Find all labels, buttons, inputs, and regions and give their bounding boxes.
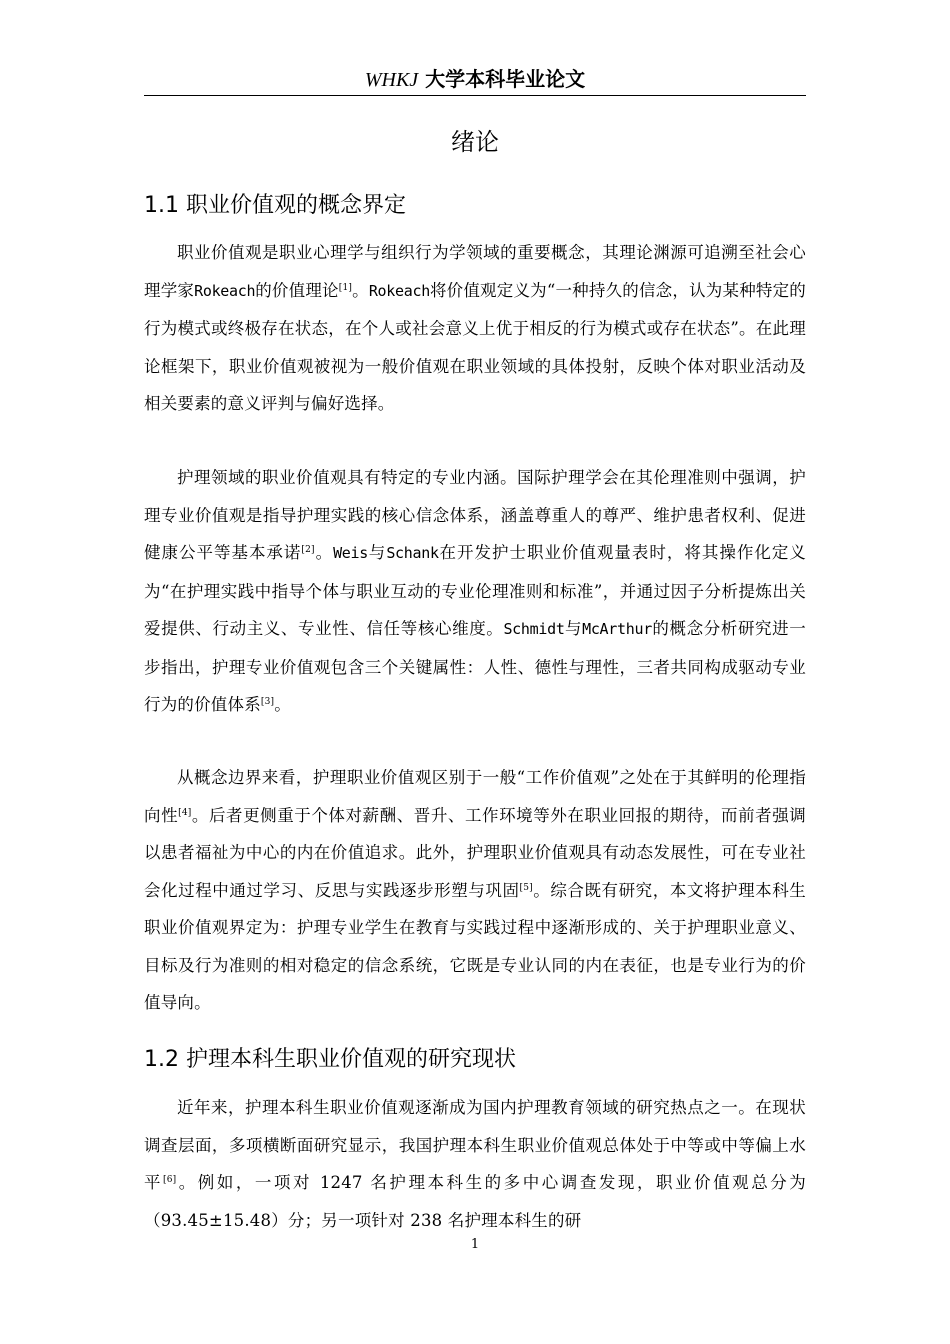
text-run: 从概念边界来看，护理职业价值观区别于一般“工作价值观”之处在于其鲜明的伦理指向性 bbox=[144, 768, 806, 825]
text-run: 的价值理论 bbox=[255, 280, 339, 300]
text-run: 。 bbox=[274, 695, 291, 714]
paragraph-1-1-3 bbox=[144, 759, 806, 1022]
text-run: 与 bbox=[564, 619, 583, 638]
paragraph-1-1-2 bbox=[144, 459, 806, 724]
text-run: 。 bbox=[314, 543, 334, 562]
citation-ref: [5] bbox=[519, 882, 533, 893]
citation-ref: [3] bbox=[260, 697, 275, 707]
text-run: 护理领域的职业价值观具有特定的专业内涵。国际护理学会在其伦理准则中强调，护理专业价值观是指导护理实践的核心信念体系，涵盖尊重人的尊严、维护患者权利、促进健康公平等基本承诺 bbox=[144, 468, 806, 562]
text-run: 。 bbox=[352, 280, 369, 300]
author-name: Rokeach bbox=[368, 281, 430, 300]
section-heading-1-1: 1.1 职业价值观的概念界定 bbox=[144, 193, 406, 218]
author-name: Rokeach bbox=[194, 281, 256, 300]
text-run: 。综合既有研究，本文将护理本科生职业价值观界定为：护理专业学生在教育与实践过程中逐渐形成的、关于护理职业意义、目标及行为准则的相对稳定的信念系统，它既是专业认同的内在表征，也是专业行为的价值导向。 bbox=[144, 880, 806, 1012]
chapter-title: 绪论 bbox=[451, 128, 499, 156]
text-run: 与 bbox=[368, 543, 387, 562]
running-header-text: 大学本科毕业论文 bbox=[425, 67, 586, 91]
text-run: 。后者更侧重于个体对薪酬、晋升、工作环境等外在职业回报的期待，而前者强调以患者福祉为中心的内在价值追求。此外，护理职业价值观具有动态发展性，可在专业社会化过程中通过学习、反思与实践逐步形塑与巩固 bbox=[144, 805, 806, 900]
text-run: 。例如，一项对 1247 名护理本科生的多中心调查发现，职业价值观总分为（93.45±15.48）分；另一项针对 238 名护理本科生的研 bbox=[144, 1173, 806, 1230]
text-run: 职业价值观是职业心理学与组织行为学领域的重要概念，其理论渊源可追溯至社会心理学家 bbox=[144, 243, 806, 300]
author-name: Weis bbox=[333, 544, 369, 562]
section-heading-1-2: 1.2 护理本科生职业价值观的研究现状 bbox=[144, 1047, 516, 1072]
citation-ref: [6] bbox=[163, 1175, 177, 1185]
author-name: McArthur bbox=[582, 620, 652, 638]
citation-ref: [2] bbox=[301, 545, 315, 555]
citation-ref: [4] bbox=[178, 807, 192, 818]
author-name: Schmidt bbox=[503, 620, 565, 638]
author-name: Schank bbox=[386, 544, 439, 562]
running-header bbox=[144, 64, 806, 95]
text-run: 将价值观定义为“一种持久的信念，认为某种特定的行为模式或终极存在状态，在个人或社会意义上优于相反的行为模式或存在状态”。在此理论框架下，职业价值观被视为一般价值观在职业领域的具体投射，反映个体对职业活动及相关要素的意义评判与偏好选择。 bbox=[144, 280, 806, 413]
running-header-latin: WHKJ bbox=[364, 69, 419, 91]
text-run: 的概念分析研究进一步指出，护理专业价值观包含三个关键属性：人性、德性与理性，三者共同构成驱动专业行为的价值体系 bbox=[144, 619, 806, 714]
paragraph-1-2-1 bbox=[144, 1089, 806, 1239]
text-run: 近年来，护理本科生职业价值观逐渐成为国内护理教育领域的研究热点之一。在现状调查层面，多项横断面研究显示，我国护理本科生职业价值观总体处于中等或中等偏上水平 bbox=[144, 1098, 806, 1192]
paragraph-1-1-1 bbox=[144, 234, 806, 423]
header-rule bbox=[144, 95, 806, 96]
page-number: 1 bbox=[470, 1237, 480, 1252]
text-run: 在开发护士职业价值观量表时，将其操作化定义为“在护理实践中指导个体与职业互动的专业伦理准则和标准”，并通过因子分析提炼出关爱提供、行动主义、专业性、信任等核心维度。 bbox=[144, 543, 807, 638]
citation-ref: [1] bbox=[338, 282, 353, 293]
